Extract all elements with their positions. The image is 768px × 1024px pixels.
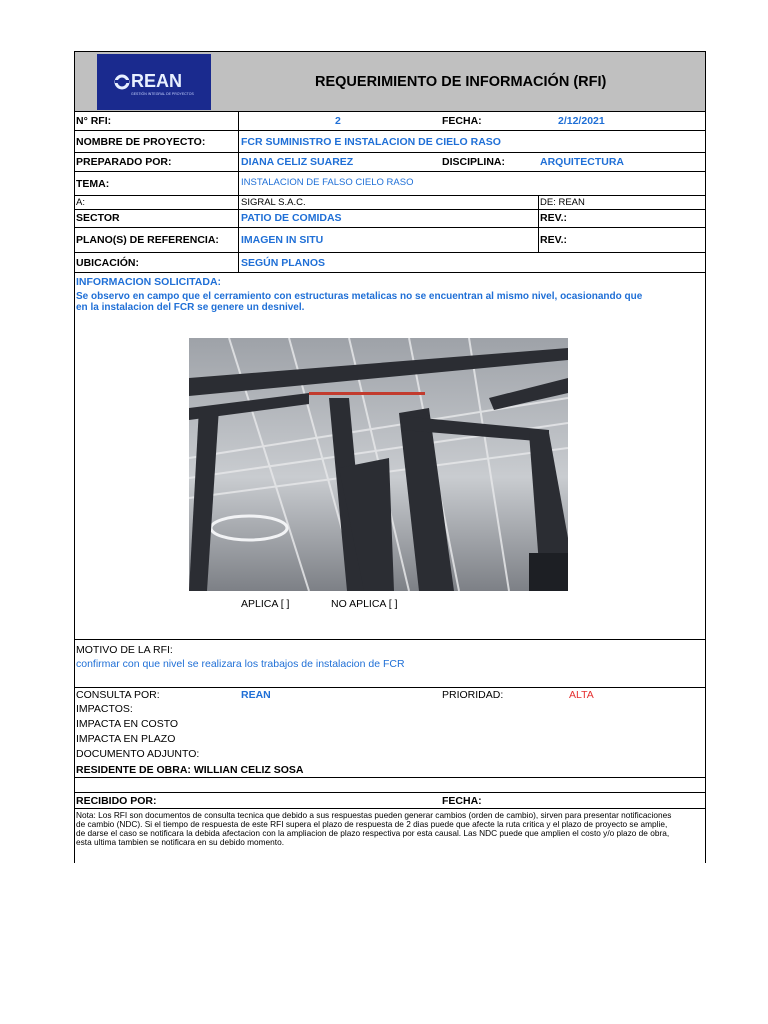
divider (74, 687, 706, 688)
sector-value: PATIO DE COMIDAS (241, 212, 342, 224)
rev-label-2: REV.: (540, 234, 568, 246)
project-name-label: NOMBRE DE PROYECTO: (76, 136, 206, 148)
requested-by-label: CONSULTA POR: (76, 689, 160, 701)
requested-info-line-1: Se observo en campo que el cerramiento con estructuras metalicas no se encuentran al mismo nivel, ocasionando que (76, 291, 643, 302)
to-label: A: (76, 197, 85, 208)
column-divider (238, 111, 239, 272)
location-value: SEGÚN PLANOS (241, 257, 326, 269)
received-by-label: RECIBIDO POR: (76, 795, 157, 807)
reference-plan-value: IMAGEN IN SITU (241, 234, 324, 246)
divider (74, 111, 706, 112)
location-label: UBICACIÓN: (76, 257, 139, 269)
note-line-2: de cambio (NDC). Si el tiempo de respuesta de este RFI supera el plazo de respuesta de 2 dias puede que afecte la ruta critica y el plazo de proyecto se amplie, (76, 819, 668, 829)
divider (74, 777, 706, 778)
rev-label-1: REV.: (540, 212, 568, 224)
note-line-4: esta ultima tambien se notificara en su debido momento. (76, 837, 284, 847)
requested-info-heading: INFORMACION SOLICITADA: (76, 276, 222, 288)
not-applies-checkbox[interactable]: NO APLICA [ ] (331, 598, 398, 610)
rfi-reason-value: confirmar con que nivel se realizara los trabajos de instalacion de FCR (76, 658, 405, 670)
attachment-label: DOCUMENTO ADJUNTO: (76, 748, 200, 760)
rfi-number-value: 2 (335, 115, 341, 127)
priority-label: PRIORIDAD: (442, 689, 504, 701)
logo-tagline: GESTIÓN INTEGRAL DE PROYECTOS (131, 92, 194, 96)
date-label: FECHA: (442, 115, 482, 127)
rfi-number-label: N° RFI: (76, 115, 112, 127)
steel-structure-image (189, 338, 568, 591)
priority-value: ALTA (569, 689, 594, 701)
to-value: SIGRAL S.A.C. (241, 197, 306, 208)
site-photo (189, 338, 568, 591)
reference-plan-label: PLANO(S) DE REFERENCIA: (76, 234, 219, 246)
topic-value: INSTALACION DE FALSO CIELO RASO (241, 177, 414, 188)
page-title: REQUERIMIENTO DE INFORMACIÓN (RFI) (315, 74, 607, 90)
schedule-impact-label: IMPACTA EN PLAZO (76, 733, 176, 745)
logo-text: REAN (131, 71, 183, 91)
divider (74, 227, 706, 228)
divider (74, 639, 706, 640)
topic-label: TEMA: (76, 178, 110, 190)
column-divider (538, 195, 539, 252)
divider (74, 272, 706, 273)
prepared-by-value: DIANA CELIZ SUAREZ (241, 156, 354, 168)
received-date-label: FECHA: (442, 795, 482, 807)
divider (74, 808, 706, 809)
divider (74, 195, 706, 196)
note-line-3: de darse el caso se notificara la debida afectacion con la ampliacion de plazo respectiva por esta causal. Las NDC puede que amplien el costo y/o plazo de obra, (76, 828, 670, 838)
prepared-by-label: PREPARADO POR: (76, 156, 172, 168)
date-value: 2/12/2021 (558, 115, 605, 127)
divider (74, 152, 706, 153)
divider (74, 130, 706, 131)
note-line-1: Nota: Los RFI son documentos de consulta tecnica que debido a sus respuestas pueden generar cambios (orden de cambio), sirven para presentar notificaciones (76, 810, 672, 820)
requested-info-line-2: en la instalacion del FCR se genere un desnivel. (76, 302, 305, 313)
from-value: DE: REAN (540, 197, 585, 208)
divider (74, 171, 706, 172)
discipline-label: DISCIPLINA: (442, 156, 505, 168)
impacts-label: IMPACTOS: (76, 703, 133, 715)
rfi-reason-label: MOTIVO DE LA RFI: (76, 644, 173, 656)
divider (74, 792, 706, 793)
discipline-value: ARQUITECTURA (540, 156, 624, 168)
applies-checkbox[interactable]: APLICA [ ] (241, 598, 290, 610)
divider (74, 252, 706, 253)
sector-label: SECTOR (76, 212, 120, 224)
site-resident: RESIDENTE DE OBRA: WILLIAN CELIZ SOSA (76, 764, 304, 776)
cost-impact-label: IMPACTA EN COSTO (76, 718, 179, 730)
project-name-value: FCR SUMINISTRO E INSTALACION DE CIELO RASO (241, 136, 501, 148)
divider (74, 209, 706, 210)
requested-by-value: REAN (241, 689, 271, 701)
